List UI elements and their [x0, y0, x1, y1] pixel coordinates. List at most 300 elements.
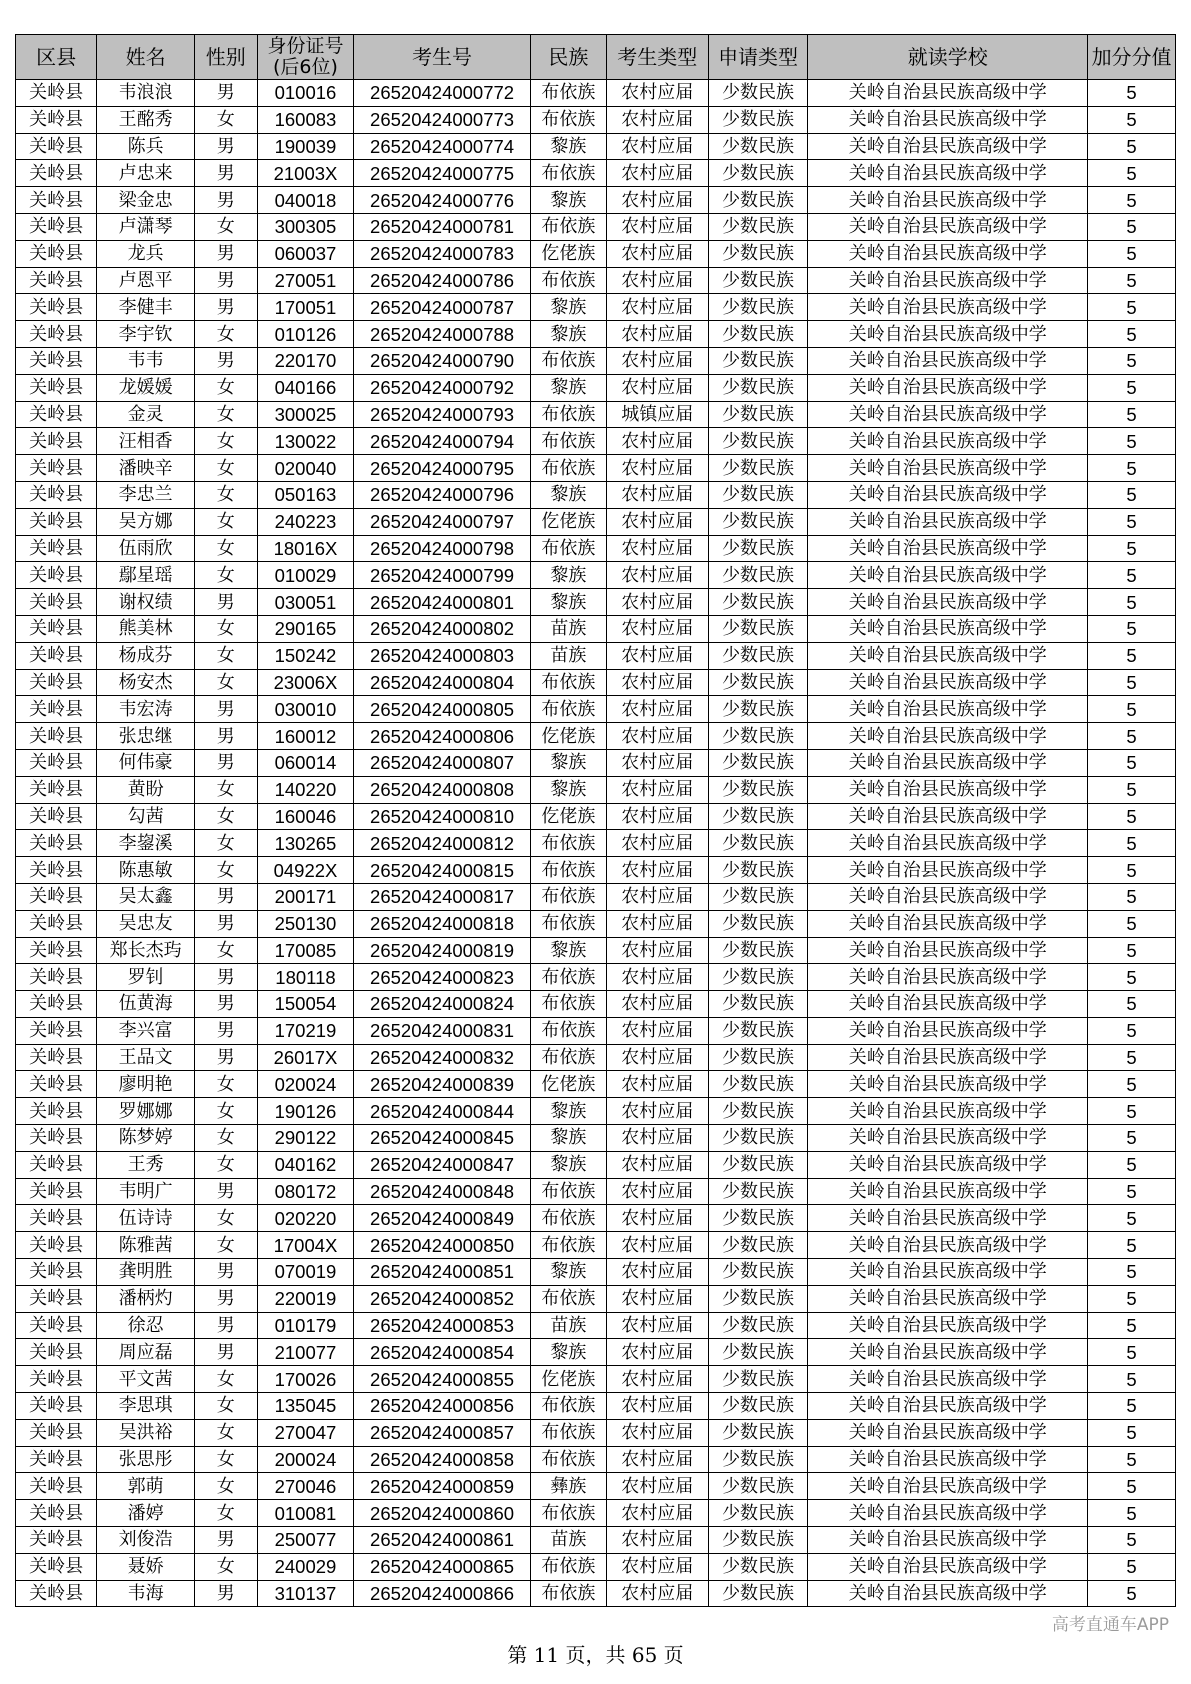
cell-exam-no: 26520424000845: [354, 1125, 531, 1152]
table-row: [16, 294, 1176, 321]
cell-name: 韦韦: [97, 347, 195, 374]
cell-gender: 女: [194, 615, 257, 642]
cell-exam-no: 26520424000850: [354, 1232, 531, 1259]
cell-apply-type: 少数民族: [708, 374, 808, 401]
cell-name: 汪相香: [97, 428, 195, 455]
cell-apply-type: 少数民族: [708, 187, 808, 214]
cell-county: 关岭县: [16, 615, 97, 642]
cell-exam-no: 26520424000810: [354, 803, 531, 830]
table-row: [16, 883, 1176, 910]
table-row: [16, 1071, 1176, 1098]
cell-gender: 女: [194, 562, 257, 589]
cell-school: 关岭自治县民族高级中学: [808, 696, 1088, 723]
header-candidate-type: 考生类型: [606, 35, 708, 80]
cell-county: 关岭县: [16, 1098, 97, 1125]
candidate-table: [15, 34, 1176, 1607]
cell-gender: 男: [194, 991, 257, 1018]
cell-apply-type: 少数民族: [708, 991, 808, 1018]
cell-exam-no: 26520424000801: [354, 589, 531, 616]
cell-id-last6: 010016: [257, 80, 353, 107]
cell-candidate-type: 农村应届: [606, 160, 708, 187]
cell-county: 关岭县: [16, 1419, 97, 1446]
cell-gender: 男: [194, 1017, 257, 1044]
cell-school: 关岭自治县民族高级中学: [808, 160, 1088, 187]
cell-id-last6: 17004X: [257, 1232, 353, 1259]
cell-apply-type: 少数民族: [708, 1151, 808, 1178]
cell-school: 关岭自治县民族高级中学: [808, 1339, 1088, 1366]
cell-id-last6: 010179: [257, 1312, 353, 1339]
cell-score: 5: [1088, 749, 1176, 776]
cell-school: 关岭自治县民族高级中学: [808, 1151, 1088, 1178]
cell-score: 5: [1088, 133, 1176, 160]
cell-gender: 男: [194, 696, 257, 723]
cell-name: 聂娇: [97, 1553, 195, 1580]
cell-gender: 女: [194, 937, 257, 964]
cell-county: 关岭县: [16, 1393, 97, 1420]
cell-name: 龚明胜: [97, 1259, 195, 1286]
cell-exam-no: 26520424000807: [354, 749, 531, 776]
cell-school: 关岭自治县民族高级中学: [808, 1527, 1088, 1554]
cell-exam-no: 26520424000798: [354, 535, 531, 562]
cell-gender: 女: [194, 106, 257, 133]
cell-name: 潘映辛: [97, 455, 195, 482]
table-row: [16, 776, 1176, 803]
cell-exam-no: 26520424000781: [354, 213, 531, 240]
cell-score: 5: [1088, 1285, 1176, 1312]
cell-name: 韦明广: [97, 1178, 195, 1205]
cell-ethnicity: 苗族: [530, 1527, 606, 1554]
cell-apply-type: 少数民族: [708, 1339, 808, 1366]
table-row: [16, 160, 1176, 187]
cell-candidate-type: 农村应届: [606, 1125, 708, 1152]
table-row: [16, 1044, 1176, 1071]
table-row: [16, 1473, 1176, 1500]
cell-school: 关岭自治县民族高级中学: [808, 1125, 1088, 1152]
cell-score: 5: [1088, 1178, 1176, 1205]
table-row: [16, 267, 1176, 294]
cell-name: 熊美林: [97, 615, 195, 642]
cell-gender: 男: [194, 883, 257, 910]
cell-ethnicity: 布依族: [530, 883, 606, 910]
cell-apply-type: 少数民族: [708, 1393, 808, 1420]
cell-id-last6: 270051: [257, 267, 353, 294]
cell-id-last6: 300025: [257, 401, 353, 428]
cell-candidate-type: 城镇应届: [606, 401, 708, 428]
cell-gender: 女: [194, 1125, 257, 1152]
cell-gender: 女: [194, 401, 257, 428]
cell-name: 潘婷: [97, 1500, 195, 1527]
cell-county: 关岭县: [16, 508, 97, 535]
cell-score: 5: [1088, 1312, 1176, 1339]
cell-apply-type: 少数民族: [708, 883, 808, 910]
cell-ethnicity: 仡佬族: [530, 723, 606, 750]
cell-ethnicity: 黎族: [530, 187, 606, 214]
cell-candidate-type: 农村应届: [606, 803, 708, 830]
cell-name: 罗钊: [97, 964, 195, 991]
cell-county: 关岭县: [16, 642, 97, 669]
cell-score: 5: [1088, 615, 1176, 642]
cell-ethnicity: 苗族: [530, 1312, 606, 1339]
cell-school: 关岭自治县民族高级中学: [808, 481, 1088, 508]
cell-id-last6: 250077: [257, 1527, 353, 1554]
cell-gender: 男: [194, 294, 257, 321]
cell-score: 5: [1088, 213, 1176, 240]
cell-school: 关岭自治县民族高级中学: [808, 589, 1088, 616]
cell-score: 5: [1088, 1473, 1176, 1500]
table-row: [16, 723, 1176, 750]
cell-score: 5: [1088, 991, 1176, 1018]
cell-id-last6: 150242: [257, 642, 353, 669]
header-score: 加分分值: [1088, 35, 1176, 80]
cell-exam-no: 26520424000799: [354, 562, 531, 589]
cell-id-last6: 010126: [257, 321, 353, 348]
cell-candidate-type: 农村应届: [606, 347, 708, 374]
cell-score: 5: [1088, 642, 1176, 669]
cell-school: 关岭自治县民族高级中学: [808, 1017, 1088, 1044]
table-row: [16, 1285, 1176, 1312]
cell-gender: 男: [194, 80, 257, 107]
cell-exam-no: 26520424000815: [354, 857, 531, 884]
cell-school: 关岭自治县民族高级中学: [808, 562, 1088, 589]
cell-candidate-type: 农村应届: [606, 1393, 708, 1420]
cell-gender: 男: [194, 187, 257, 214]
cell-score: 5: [1088, 589, 1176, 616]
cell-id-last6: 060014: [257, 749, 353, 776]
cell-ethnicity: 黎族: [530, 589, 606, 616]
cell-ethnicity: 布依族: [530, 964, 606, 991]
cell-gender: 男: [194, 964, 257, 991]
cell-county: 关岭县: [16, 1285, 97, 1312]
cell-score: 5: [1088, 535, 1176, 562]
cell-exam-no: 26520424000817: [354, 883, 531, 910]
cell-gender: 女: [194, 428, 257, 455]
cell-county: 关岭县: [16, 562, 97, 589]
cell-id-last6: 040018: [257, 187, 353, 214]
cell-candidate-type: 农村应届: [606, 535, 708, 562]
cell-county: 关岭县: [16, 535, 97, 562]
cell-gender: 女: [194, 830, 257, 857]
cell-school: 关岭自治县民族高级中学: [808, 1553, 1088, 1580]
cell-ethnicity: 布依族: [530, 991, 606, 1018]
cell-id-last6: 180118: [257, 964, 353, 991]
cell-score: 5: [1088, 294, 1176, 321]
cell-name: 陈梦婷: [97, 1125, 195, 1152]
cell-ethnicity: 黎族: [530, 133, 606, 160]
cell-name: 吴太鑫: [97, 883, 195, 910]
table-row: [16, 106, 1176, 133]
cell-score: 5: [1088, 1500, 1176, 1527]
table-row: [16, 80, 1176, 107]
cell-candidate-type: 农村应届: [606, 910, 708, 937]
header-name: 姓名: [97, 35, 195, 80]
cell-gender: 女: [194, 455, 257, 482]
table-row: [16, 589, 1176, 616]
cell-school: 关岭自治县民族高级中学: [808, 1044, 1088, 1071]
cell-county: 关岭县: [16, 321, 97, 348]
cell-ethnicity: 黎族: [530, 1151, 606, 1178]
cell-exam-no: 26520424000808: [354, 776, 531, 803]
cell-school: 关岭自治县民族高级中学: [808, 857, 1088, 884]
cell-school: 关岭自治县民族高级中学: [808, 883, 1088, 910]
table-row: [16, 240, 1176, 267]
cell-exam-no: 26520424000786: [354, 267, 531, 294]
header-id-line2: (后6位): [273, 56, 338, 78]
cell-county: 关岭县: [16, 830, 97, 857]
cell-county: 关岭县: [16, 1044, 97, 1071]
cell-score: 5: [1088, 1393, 1176, 1420]
cell-county: 关岭县: [16, 749, 97, 776]
cell-ethnicity: 布依族: [530, 1553, 606, 1580]
cell-county: 关岭县: [16, 669, 97, 696]
table-row: [16, 937, 1176, 964]
cell-name: 王秀: [97, 1151, 195, 1178]
cell-exam-no: 26520424000823: [354, 964, 531, 991]
table-row: [16, 562, 1176, 589]
cell-apply-type: 少数民族: [708, 1098, 808, 1125]
cell-ethnicity: 仡佬族: [530, 240, 606, 267]
header-school: 就读学校: [808, 35, 1088, 80]
cell-exam-no: 26520424000848: [354, 1178, 531, 1205]
cell-score: 5: [1088, 187, 1176, 214]
cell-name: 伍黄海: [97, 991, 195, 1018]
cell-apply-type: 少数民族: [708, 1312, 808, 1339]
cell-apply-type: 少数民族: [708, 776, 808, 803]
cell-exam-no: 26520424000858: [354, 1446, 531, 1473]
cell-ethnicity: 布依族: [530, 1446, 606, 1473]
cell-candidate-type: 农村应届: [606, 669, 708, 696]
cell-school: 关岭自治县民族高级中学: [808, 991, 1088, 1018]
table-row: [16, 213, 1176, 240]
cell-candidate-type: 农村应届: [606, 187, 708, 214]
cell-apply-type: 少数民族: [708, 294, 808, 321]
cell-gender: 女: [194, 1419, 257, 1446]
cell-apply-type: 少数民族: [708, 803, 808, 830]
cell-exam-no: 26520424000844: [354, 1098, 531, 1125]
cell-candidate-type: 农村应届: [606, 374, 708, 401]
cell-candidate-type: 农村应届: [606, 1285, 708, 1312]
cell-name: 勾茜: [97, 803, 195, 830]
cell-county: 关岭县: [16, 1473, 97, 1500]
cell-county: 关岭县: [16, 696, 97, 723]
cell-score: 5: [1088, 1446, 1176, 1473]
cell-id-last6: 020024: [257, 1071, 353, 1098]
table-row: [16, 1098, 1176, 1125]
cell-gender: 男: [194, 749, 257, 776]
table-row: [16, 669, 1176, 696]
cell-county: 关岭县: [16, 803, 97, 830]
cell-apply-type: 少数民族: [708, 213, 808, 240]
cell-name: 龙媛媛: [97, 374, 195, 401]
cell-gender: 女: [194, 642, 257, 669]
cell-ethnicity: 布依族: [530, 347, 606, 374]
cell-ethnicity: 彝族: [530, 1473, 606, 1500]
cell-id-last6: 170051: [257, 294, 353, 321]
cell-ethnicity: 黎族: [530, 562, 606, 589]
cell-county: 关岭县: [16, 776, 97, 803]
cell-id-last6: 050163: [257, 481, 353, 508]
cell-gender: 男: [194, 1178, 257, 1205]
cell-name: 王酩秀: [97, 106, 195, 133]
cell-county: 关岭县: [16, 857, 97, 884]
cell-county: 关岭县: [16, 1125, 97, 1152]
table-row: [16, 374, 1176, 401]
cell-exam-no: 26520424000812: [354, 830, 531, 857]
cell-school: 关岭自治县民族高级中学: [808, 508, 1088, 535]
cell-id-last6: 010029: [257, 562, 353, 589]
table-row: [16, 696, 1176, 723]
cell-county: 关岭县: [16, 455, 97, 482]
cell-candidate-type: 农村应届: [606, 1553, 708, 1580]
cell-score: 5: [1088, 508, 1176, 535]
cell-county: 关岭县: [16, 1071, 97, 1098]
cell-name: 黄盼: [97, 776, 195, 803]
cell-score: 5: [1088, 1259, 1176, 1286]
table-row: [16, 1580, 1176, 1607]
cell-exam-no: 26520424000773: [354, 106, 531, 133]
cell-gender: 男: [194, 347, 257, 374]
cell-score: 5: [1088, 1125, 1176, 1152]
cell-school: 关岭自治县民族高级中学: [808, 80, 1088, 107]
cell-name: 杨成芬: [97, 642, 195, 669]
cell-gender: 女: [194, 535, 257, 562]
cell-id-last6: 020220: [257, 1205, 353, 1232]
cell-gender: 女: [194, 1098, 257, 1125]
cell-apply-type: 少数民族: [708, 723, 808, 750]
cell-school: 关岭自治县民族高级中学: [808, 1259, 1088, 1286]
cell-apply-type: 少数民族: [708, 106, 808, 133]
cell-ethnicity: 布依族: [530, 160, 606, 187]
cell-candidate-type: 农村应届: [606, 749, 708, 776]
cell-apply-type: 少数民族: [708, 1366, 808, 1393]
cell-apply-type: 少数民族: [708, 1071, 808, 1098]
cell-gender: 男: [194, 133, 257, 160]
cell-id-last6: 220019: [257, 1285, 353, 1312]
cell-score: 5: [1088, 455, 1176, 482]
cell-ethnicity: 布依族: [530, 1500, 606, 1527]
cell-score: 5: [1088, 1205, 1176, 1232]
cell-candidate-type: 农村应届: [606, 1259, 708, 1286]
cell-candidate-type: 农村应届: [606, 481, 708, 508]
cell-gender: 男: [194, 1285, 257, 1312]
cell-ethnicity: 仡佬族: [530, 508, 606, 535]
cell-exam-no: 26520424000866: [354, 1580, 531, 1607]
cell-exam-no: 26520424000854: [354, 1339, 531, 1366]
cell-exam-no: 26520424000832: [354, 1044, 531, 1071]
cell-candidate-type: 农村应届: [606, 1527, 708, 1554]
cell-apply-type: 少数民族: [708, 133, 808, 160]
cell-apply-type: 少数民族: [708, 240, 808, 267]
cell-ethnicity: 布依族: [530, 1205, 606, 1232]
cell-apply-type: 少数民族: [708, 1178, 808, 1205]
cell-id-last6: 04922X: [257, 857, 353, 884]
cell-gender: 女: [194, 1446, 257, 1473]
cell-apply-type: 少数民族: [708, 1419, 808, 1446]
cell-id-last6: 170085: [257, 937, 353, 964]
cell-county: 关岭县: [16, 160, 97, 187]
cell-exam-no: 26520424000824: [354, 991, 531, 1018]
cell-name: 李忠兰: [97, 481, 195, 508]
cell-score: 5: [1088, 830, 1176, 857]
table-row: [16, 481, 1176, 508]
cell-county: 关岭县: [16, 1151, 97, 1178]
cell-county: 关岭县: [16, 133, 97, 160]
cell-score: 5: [1088, 1071, 1176, 1098]
table-row: [16, 401, 1176, 428]
cell-exam-no: 26520424000851: [354, 1259, 531, 1286]
cell-gender: 女: [194, 481, 257, 508]
cell-name: 卢恩平: [97, 267, 195, 294]
cell-gender: 女: [194, 669, 257, 696]
cell-apply-type: 少数民族: [708, 589, 808, 616]
cell-name: 杨安杰: [97, 669, 195, 696]
cell-candidate-type: 农村应届: [606, 80, 708, 107]
cell-school: 关岭自治县民族高级中学: [808, 187, 1088, 214]
cell-school: 关岭自治县民族高级中学: [808, 535, 1088, 562]
cell-candidate-type: 农村应届: [606, 240, 708, 267]
cell-name: 韦宏涛: [97, 696, 195, 723]
cell-gender: 女: [194, 1232, 257, 1259]
cell-gender: 女: [194, 776, 257, 803]
cell-school: 关岭自治县民族高级中学: [808, 213, 1088, 240]
cell-school: 关岭自治县民族高级中学: [808, 1205, 1088, 1232]
table-row: [16, 964, 1176, 991]
table-row: [16, 1527, 1176, 1554]
table-row: [16, 1232, 1176, 1259]
cell-id-last6: 160083: [257, 106, 353, 133]
cell-exam-no: 26520424000859: [354, 1473, 531, 1500]
cell-score: 5: [1088, 857, 1176, 884]
cell-id-last6: 060037: [257, 240, 353, 267]
cell-name: 谢权绩: [97, 589, 195, 616]
cell-candidate-type: 农村应届: [606, 1071, 708, 1098]
cell-score: 5: [1088, 240, 1176, 267]
cell-score: 5: [1088, 321, 1176, 348]
cell-gender: 男: [194, 1339, 257, 1366]
cell-candidate-type: 农村应届: [606, 937, 708, 964]
cell-exam-no: 26520424000819: [354, 937, 531, 964]
cell-name: 罗娜娜: [97, 1098, 195, 1125]
cell-gender: 男: [194, 723, 257, 750]
cell-candidate-type: 农村应届: [606, 1580, 708, 1607]
cell-name: 卢潇琴: [97, 213, 195, 240]
cell-school: 关岭自治县民族高级中学: [808, 803, 1088, 830]
cell-candidate-type: 农村应届: [606, 615, 708, 642]
table-row: [16, 535, 1176, 562]
cell-gender: 男: [194, 1312, 257, 1339]
cell-score: 5: [1088, 937, 1176, 964]
cell-score: 5: [1088, 428, 1176, 455]
cell-name: 潘柄灼: [97, 1285, 195, 1312]
cell-apply-type: 少数民族: [708, 80, 808, 107]
cell-gender: 男: [194, 1580, 257, 1607]
cell-apply-type: 少数民族: [708, 1553, 808, 1580]
cell-score: 5: [1088, 964, 1176, 991]
cell-score: 5: [1088, 776, 1176, 803]
cell-apply-type: 少数民族: [708, 267, 808, 294]
cell-gender: 男: [194, 1527, 257, 1554]
cell-apply-type: 少数民族: [708, 160, 808, 187]
cell-county: 关岭县: [16, 883, 97, 910]
cell-school: 关岭自治县民族高级中学: [808, 1366, 1088, 1393]
cell-name: 陈惠敏: [97, 857, 195, 884]
cell-id-last6: 170219: [257, 1017, 353, 1044]
cell-apply-type: 少数民族: [708, 1446, 808, 1473]
cell-apply-type: 少数民族: [708, 749, 808, 776]
cell-name: 郑长杰玙: [97, 937, 195, 964]
cell-apply-type: 少数民族: [708, 401, 808, 428]
cell-gender: 男: [194, 1044, 257, 1071]
cell-ethnicity: 布依族: [530, 213, 606, 240]
